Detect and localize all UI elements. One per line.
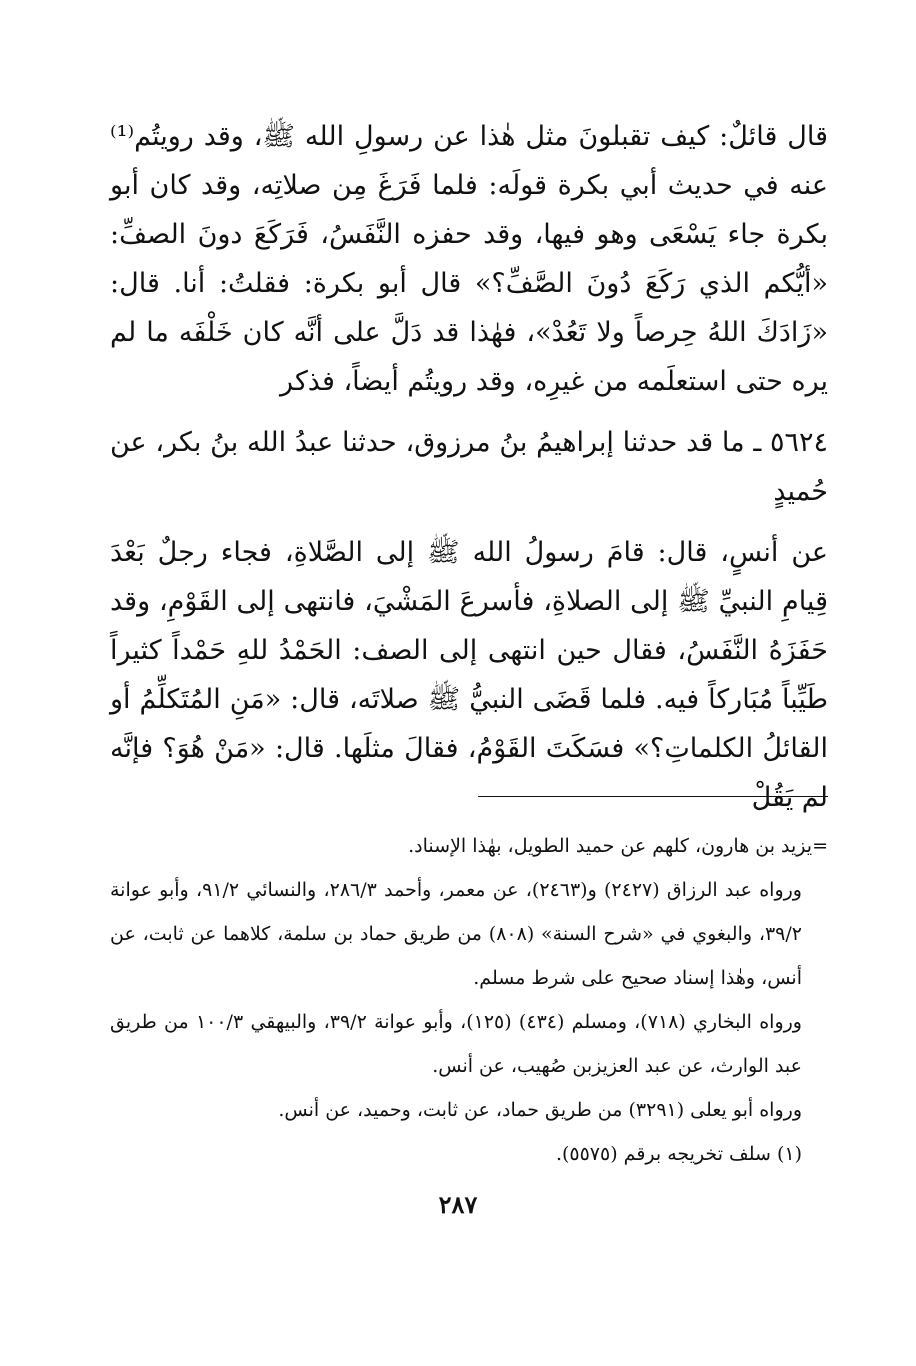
footnote-line: =يزيد بن هارون، كلهم عن حميد الطويل، بهٰذا الإسناد. [408, 835, 828, 857]
footnotes [110, 824, 828, 1176]
footnote-line: ورواه البخاري (٧١٨)، ومسلم (٤٣٤) (١٢٥)، وأبو عوانة ٣٩/٢، والبيهقي ١٠٠/٣ من طريق عبد الوارث، عن عبد العزيزبن صُهيب، عن أنس. [110, 1011, 802, 1077]
footnote-line: ورواه عبد الرزاق (٢٤٢٧) و(٢٤٦٣)، عن معمر، وأحمد ٢٨٦/٣، والنسائي ٩١/٢، وأبو عوانة ٣٩/٢، والبغوي في «شرح السنة» (٨٠٨) من طريق حماد بن سلمة، كلاهما عن ثابت، عن أنس، وهٰذا إسناد صحيح على شرط مسلم. [110, 879, 802, 989]
footnote-separator [478, 796, 828, 797]
body-paragraph: قال قائلٌ: كيف تقبلونَ مثل هٰذا عن رسولِ الله ﷺ، وقد رويتُم⁽¹⁾ عنه في حديث أبي بكرة قولَه: فلما فَرَغَ مِن صلاتِه، وقد كان أبو بكرة جاء يَسْعَى وهو فيها، وقد حفزه النَّفَسُ، فَرَكَعَ دونَ الصفِّ: «أيُّكم الذي رَكَعَ دُونَ الصَّفِّ؟» قال أبو بكرة: فقلتُ: أنا. قال: «زَادَكَ اللهُ حِرصاً ولا تَعُدْ»، فهٰذا قد دَلَّ على أنَّه كان خَلْفَه ما لم يره حتى استعلَمه من غيرِه، وقد رويتُم أيضاً، فذكر [110, 121, 828, 397]
hadith-text-paragraph: عن أنسٍ، قال: قامَ رسولُ الله ﷺ إلى الصَّلاةِ، فجاء رجلٌ بَعْدَ قِيامِ النبيِّ ﷺ إلى الصلاةِ، فأسرعَ المَشْيَ، فانتهى إلى القَوْمِ، وقد حَفَزَهُ النَّفَسُ، فقال حين انتهى إلى الصف: الحَمْدُ للهِ حَمْداً كثيراً طَيِّباً مُبَاركاً فيه. فلما قَضَى النبيُّ ﷺ صلاتَه، قال: «مَنِ المُتَكلِّمُ أو القائلُ الكلماتِ؟» فسَكَتَ القَوْمُ، فقالَ مثلَها. قال: «مَنْ هُوَ؟ فإنَّه لم يَقُلْ [110, 537, 828, 813]
footnote-line: (١) سلف تخريجه برقم (٥٥٧٥). [555, 1143, 802, 1165]
page-number: ٢٨٧ [438, 1190, 478, 1219]
footnote-line: ورواه أبو يعلى (٣٢٩١) من طريق حماد، عن ثابت، وحميد، عن أنس. [278, 1099, 802, 1121]
hadith-isnad-paragraph: ٥٦٢٤ ـ ما قد حدثنا إبراهيمُ بنُ مرزوق، حدثنا عبدُ الله بنُ بكر، عن حُميدٍ [110, 427, 828, 507]
